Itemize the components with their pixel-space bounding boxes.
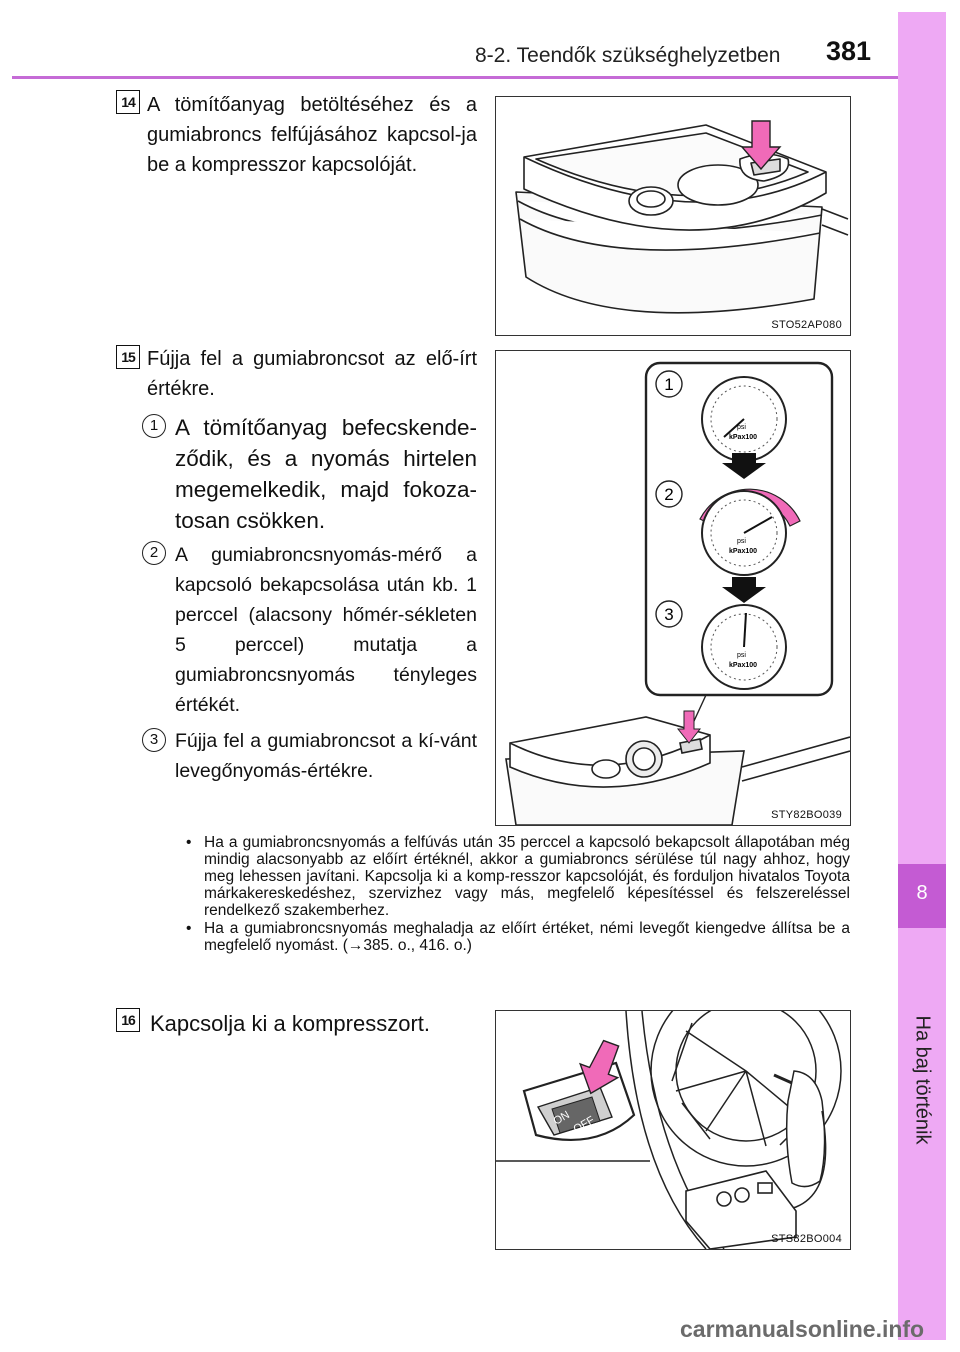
section-title: 8-2. Teendők szükséghelyzetben bbox=[475, 44, 781, 67]
chapter-title: Ha baj történik bbox=[911, 1015, 934, 1145]
step-14-tag: 14 bbox=[116, 90, 140, 114]
item-3-number: 3 bbox=[142, 728, 166, 752]
gauge-icon bbox=[702, 605, 786, 689]
svg-text:psi: psi bbox=[737, 652, 746, 659]
step-16-text: Kapcsolja ki a kompresszort. bbox=[150, 1011, 430, 1036]
watermark: carmanualsonline.info bbox=[680, 1316, 925, 1342]
header-rule bbox=[12, 76, 900, 79]
bullet-icon: • bbox=[186, 920, 192, 937]
note-text: Ha a gumiabroncsnyomás a felfúvás után 35 perccel a kapcsoló bekapcsolt állapotában még mindig alacsonyabb az előírt értéknél, akkor a gumiabroncs sérülése túl nagy ahhoz, hogy meg lehessen javítani. Kapcsolja ki a komp-resszor kapcsolóját, és forduljon hivatalos Toyota márkakereskedéshez, szervizhez vagy más, megfelelő képesítéssel és felszereléssel rendelkező szakemberhez. bbox=[204, 834, 850, 919]
gauge-icon bbox=[702, 377, 786, 461]
svg-text:kPax100: kPax100 bbox=[729, 434, 758, 441]
note-item bbox=[186, 920, 850, 954]
item-2-text: A gumiabroncsnyomás-mérő a kapcsoló bekapcsolása után kb. 1 perccel (alacsony hőmér-sékleten 5 perccel) mutatja a gumiabroncsnyomás tényleges értékét. bbox=[175, 544, 477, 716]
step-14-text: A tömítőanyag betöltéséhez és a gumiabroncs felfújásához kapcsol-ja be a kompresszor kapcsolóját. bbox=[147, 94, 477, 176]
figure-compressor-off bbox=[495, 1010, 851, 1250]
figure-pressure-gauges bbox=[495, 350, 851, 826]
svg-text:psi: psi bbox=[737, 424, 746, 431]
item-3-text: Fújja fel a gumiabroncsot a kí-vánt levegőnyomás-értékre. bbox=[175, 730, 477, 782]
callout-1: 1 bbox=[664, 375, 674, 394]
callout-3: 3 bbox=[664, 605, 674, 624]
item-1-text: A tömítőanyag befecskende-ződik, és a nyomás hirtelen megemelkedik, majd fokoza-tosan csökken. bbox=[175, 415, 477, 533]
svg-text:kPax100: kPax100 bbox=[729, 662, 758, 669]
figure-code: STS82BO004 bbox=[771, 1233, 842, 1245]
figure-code: STO52AP080 bbox=[771, 319, 842, 331]
notes-list bbox=[186, 834, 850, 955]
figure-compressor-switch bbox=[495, 96, 851, 336]
svg-text:kPax100: kPax100 bbox=[729, 548, 758, 555]
step-15-text: Fújja fel a gumiabroncsot az elő-írt értékre. bbox=[147, 348, 477, 400]
bullet-icon: • bbox=[186, 834, 192, 851]
item-2-number: 2 bbox=[142, 541, 166, 565]
switch-off-label: OFF bbox=[571, 1114, 597, 1136]
compressor-illustration bbox=[496, 97, 850, 335]
chapter-number: 8 bbox=[916, 882, 928, 904]
page-number: 381 bbox=[826, 36, 872, 66]
tire-inflation-illustration bbox=[496, 1011, 850, 1249]
svg-text:psi: psi bbox=[737, 538, 746, 545]
figure-code: STY82BO039 bbox=[771, 809, 842, 821]
note-text: Ha a gumiabroncsnyomás meghaladja az előírt értéket, némi levegőt kiengedve állítsa be a megfelelő nyomást. (→385. o., 416. o.) bbox=[204, 920, 850, 954]
step-15-tag: 15 bbox=[116, 345, 140, 369]
switch-on-label: ON bbox=[551, 1108, 572, 1128]
step-16-tag: 16 bbox=[116, 1008, 140, 1032]
callout-2: 2 bbox=[664, 485, 674, 504]
gauge-sequence-illustration bbox=[496, 351, 850, 825]
note-item bbox=[186, 834, 850, 919]
item-1-number: 1 bbox=[142, 414, 166, 438]
